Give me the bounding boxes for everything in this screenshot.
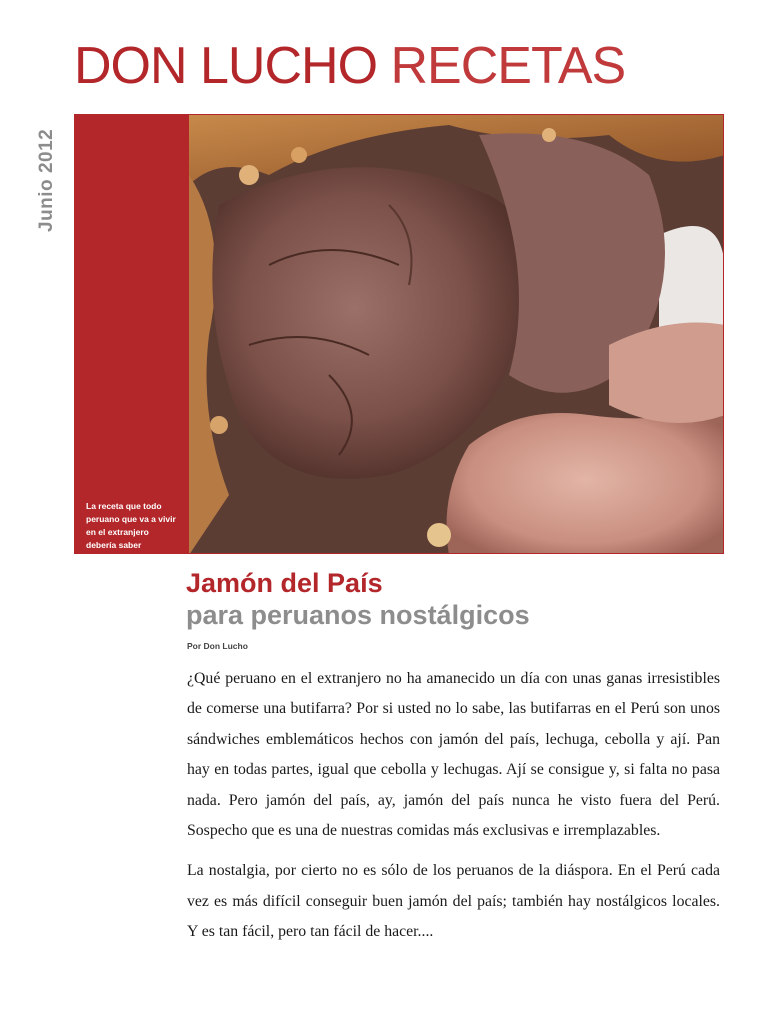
body-paragraph: La nostalgia, por cierto no es sólo de los peruanos de la diáspora. En el Perú cada vez es más difícil conseguir buen jamón del país; también hay nostálgicos locales. Y es tan fácil, pero tan fácil de hacer....: [187, 862, 720, 941]
sidebar-tagline: La receta que todo peruano que va a vivir en el extranjero debería saber: [86, 501, 176, 550]
article-title: Jamón del País: [186, 568, 383, 598]
sidebar-panel: [74, 114, 188, 554]
article-subtitle: para peruanos nostálgicos: [186, 600, 530, 630]
brand-section: RECETAS: [390, 37, 626, 95]
ham-photo: [188, 114, 724, 554]
article-body: [187, 664, 720, 958]
masthead-title: [74, 37, 626, 95]
brand-name: DON LUCHO: [74, 37, 378, 95]
issue-date: Junio 2012: [36, 128, 57, 232]
body-paragraph: ¿Qué peruano en el extranjero no ha amanecido un día con unas ganas irresistibles de comerse una butifarra? Por si usted no lo sabe, las butifarras en el Perú son unos sándwiches emblemáticos hechos con jamón del país, lechuga, cebolla y ají. Pan hay en todas partes, igual que cebolla y lechugas. Ají se consigue y, si falta no pasa nada. Pero jamón del país, ay, jamón del país nunca he visto fuera del Perú. Sospecho que es una de nuestras comidas más exclusivas e irremplazables.: [187, 670, 720, 840]
article-byline: Por Don Lucho: [187, 641, 248, 651]
